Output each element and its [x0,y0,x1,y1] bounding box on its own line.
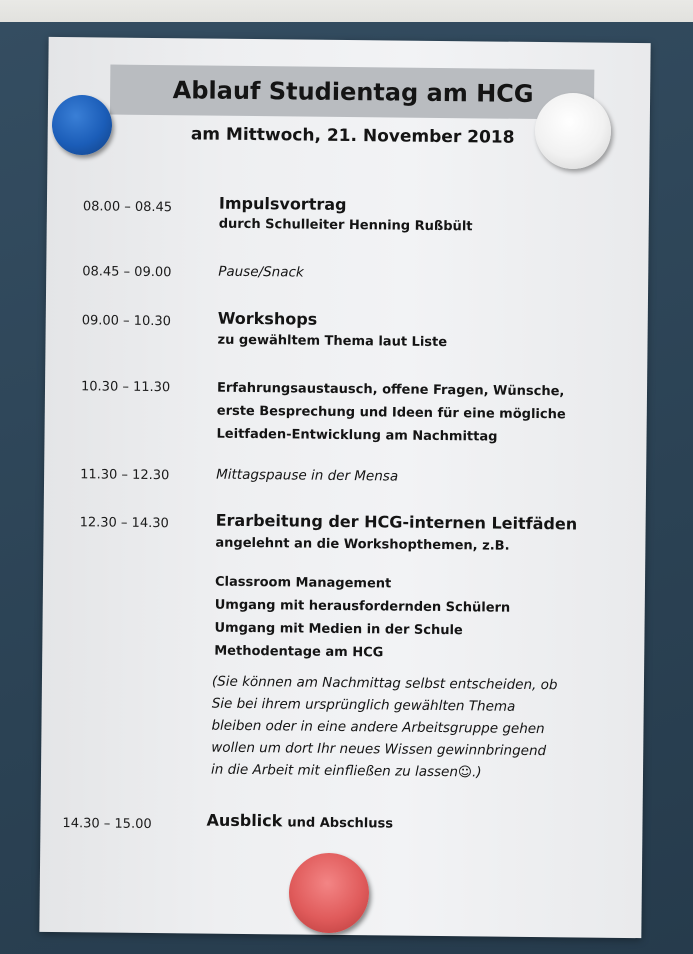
topic-item: Classroom Management [214,574,392,592]
agenda-heading: Workshops [217,308,318,329]
agenda-heading-suffix: und Abschluss [287,815,394,832]
note-line: (Sie können am Nachmittag selbst entscheiden, ob [211,673,558,694]
note-line: Sie bei ihrem ursprünglich gewählten Thema [211,695,516,715]
red-magnet [289,853,369,933]
agenda-time: 08.00 – 08.45 [82,199,173,216]
agenda-heading: Impulsvortrag [218,193,347,215]
topic-item: Umgang mit Medien in der Schule [214,620,463,639]
description-line: Erfahrungsaustausch, offene Fragen, Wünsche, [216,380,565,400]
note-line: wollen um dort Ihr neues Wissen gewinnbringend [211,739,547,760]
poster-subtitle: am Mittwoch, 21. November 2018 [190,124,515,148]
agenda-time: 11.30 – 12.30 [80,467,170,484]
agenda-detail: angelehnt an die Workshopthemen, z.B. [215,535,510,554]
note-text [211,671,558,785]
agenda-heading: Ausblick [206,810,283,831]
agenda-detail: durch Schulleiter Henning Rußbült [218,216,473,235]
agenda-time: 12.30 – 14.30 [79,515,169,532]
description-line: Leitfaden-Entwicklung am Nachmittag [216,426,498,445]
blue-magnet [52,95,112,155]
white-magnet [535,93,611,169]
agenda-heading-row [206,811,393,832]
poster-title: Ablauf Studientag am HCG [172,76,534,108]
topic-item: Methodentage am HCG [214,643,384,661]
agenda-heading: Mittagspause in der Mensa [216,466,399,485]
topic-item: Umgang mit herausfordernden Schülern [214,597,511,616]
agenda-time: 09.00 – 10.30 [81,313,172,330]
agenda-heading: Pause/Snack [218,263,304,281]
agenda-heading: Erarbeitung der HCG-internen Leitfäden [215,510,578,534]
agenda-description [216,377,566,450]
agenda-time: 10.30 – 11.30 [80,379,171,396]
agenda-poster [39,37,650,938]
topic-list [214,571,510,666]
description-line: erste Besprechung und Ideen für eine mögliche [216,403,566,423]
agenda-time: 08.45 – 09.00 [82,264,172,281]
agenda-detail: zu gewähltem Thema laut Liste [217,332,448,351]
agenda-time: 14.30 – 15.00 [62,816,152,832]
note-line: bleiben oder in eine andere Arbeitsgruppe gehen [211,717,545,738]
note-line: in die Arbeit mit einfließen zu lassen☺.) [210,761,482,781]
